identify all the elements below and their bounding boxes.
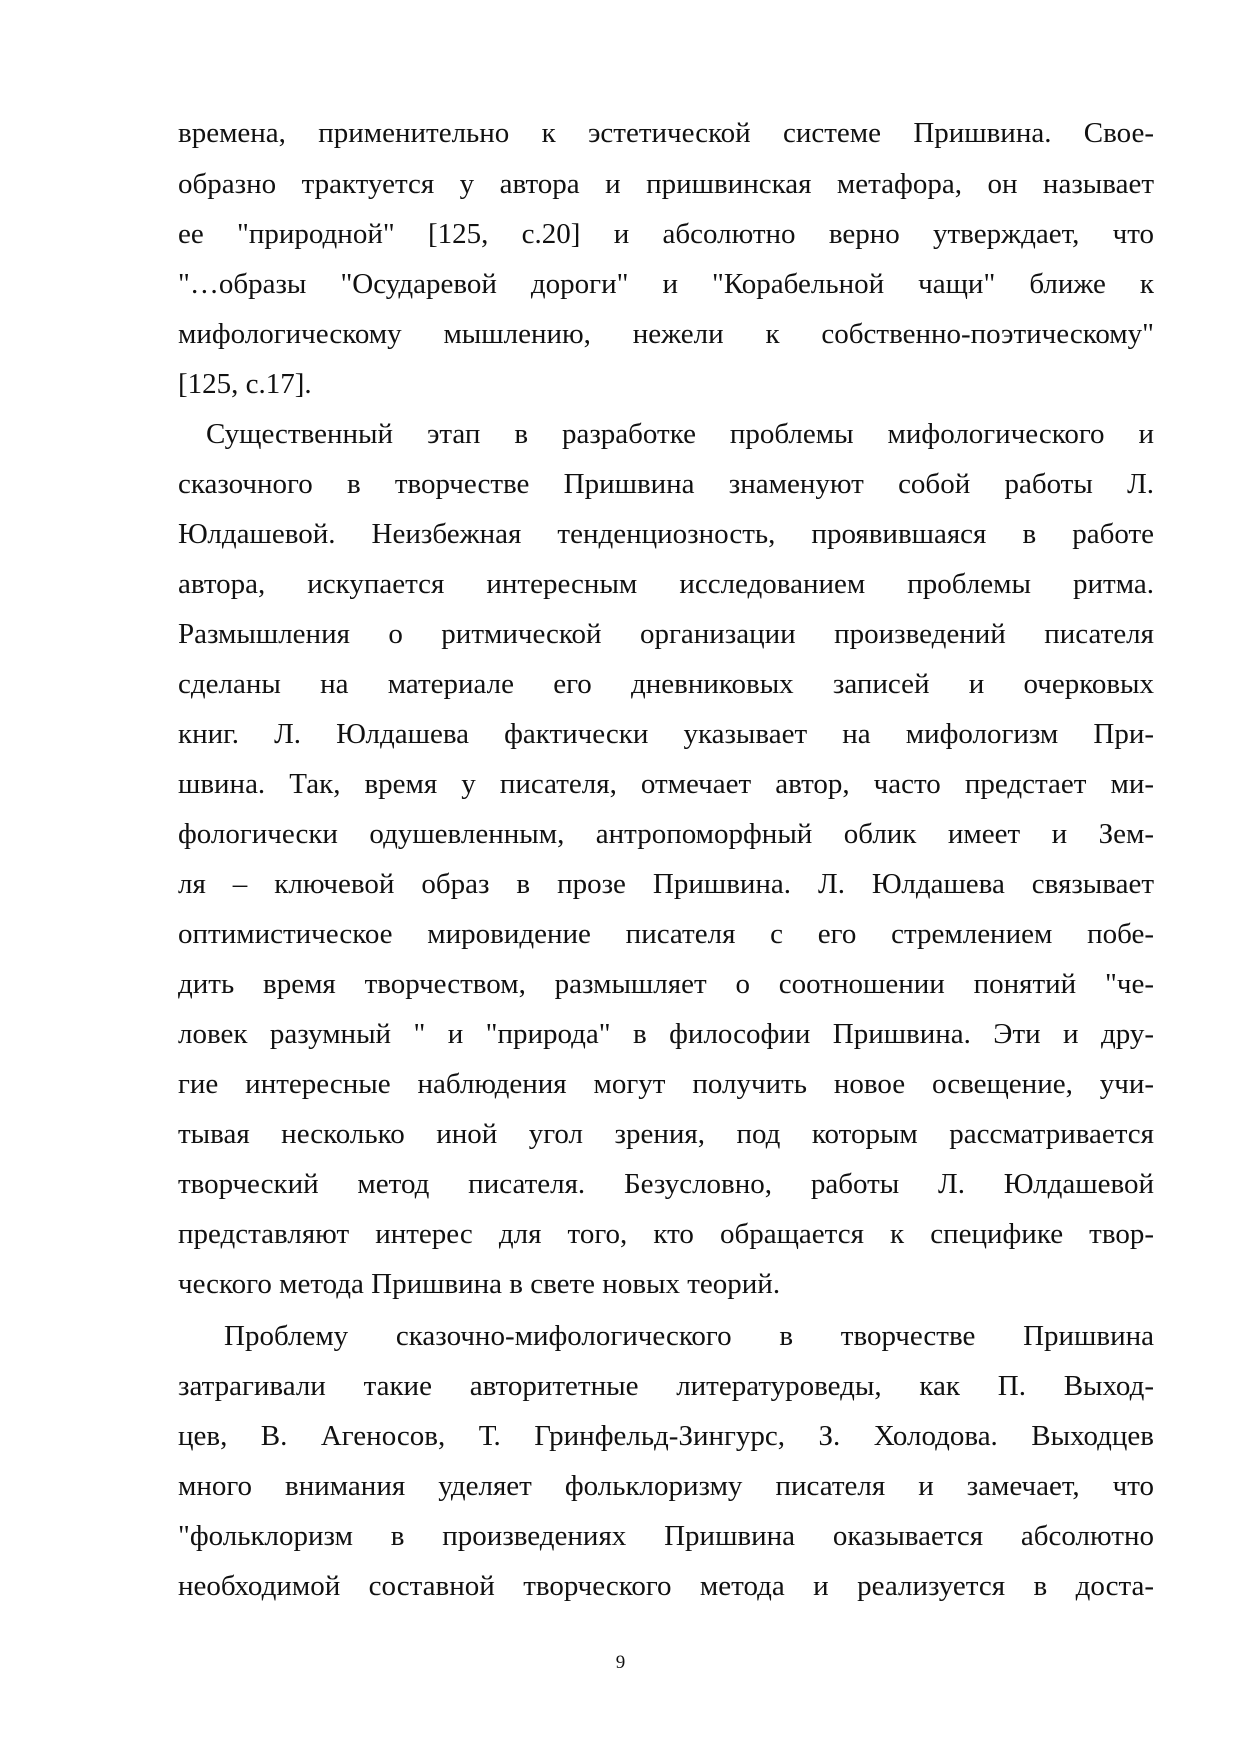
text-line: затрагивали такие авторитетные литературоведы, как П. Выход-	[178, 1370, 1154, 1402]
text-line: дить время творчеством, размышляет о соотношении понятий "че-	[178, 968, 1154, 1000]
text-line: гие интересные наблюдения могут получить новое освещение, учи-	[178, 1068, 1154, 1100]
text-line: сделаны на материале его дневниковых записей и очерковых	[178, 668, 1154, 700]
text-line: ля – ключевой образ в прозе Пришвина. Л. Юлдашева связывает	[178, 868, 1154, 900]
text-line: сказочного в творчестве Пришвина знаменуют собой работы Л.	[178, 468, 1154, 500]
text-line: швина. Так, время у писателя, отмечает автор, часто предстает ми-	[178, 768, 1154, 800]
text-line: необходимой составной творческого метода и реализуется в доста-	[178, 1570, 1154, 1602]
text-line: оптимистическое мировидение писателя с его стремлением побе-	[178, 918, 1154, 950]
text-line: Размышления о ритмической организации произведений писателя	[178, 618, 1154, 650]
text-line: ловек разумный " и "природа" в философии Пришвина. Эти и дру-	[178, 1018, 1154, 1050]
text-line: мифологическому мышлению, нежели к собственно-поэтическому"	[178, 318, 1154, 350]
text-line: "фольклоризм в произведениях Пришвина оказывается абсолютно	[178, 1520, 1154, 1552]
text-line: [125, с.17].	[178, 368, 312, 400]
text-line: "…образы "Осударевой дороги" и "Корабельной чащи" ближе к	[178, 268, 1154, 300]
text-line: тывая несколько иной угол зрения, под которым рассматривается	[178, 1118, 1154, 1150]
text-line: книг. Л. Юлдашева фактически указывает на мифологизм При-	[178, 718, 1154, 750]
text-line: фологически одушевленным, антропоморфный облик имеет и Зем-	[178, 818, 1154, 850]
paragraph-first-line: Проблему сказочно-мифологического в творчестве Пришвина	[224, 1320, 1154, 1352]
paragraph-first-line: Существенный этап в разработке проблемы мифологического и	[206, 418, 1154, 450]
text-line: Юлдашевой. Неизбежная тенденциозность, проявившаяся в работе	[178, 518, 1154, 550]
text-line: представляют интерес для того, кто обращается к специфике твор-	[178, 1218, 1154, 1250]
text-line: цев, В. Агеносов, Т. Гринфельд-Зингурс, З. Холодова. Выходцев	[178, 1420, 1154, 1452]
text-line: образно трактуется у автора и пришвинская метафора, он называет	[178, 168, 1154, 200]
text-line: творческий метод писателя. Безусловно, работы Л. Юлдашевой	[178, 1168, 1154, 1200]
text-line: ее "природной" [125, с.20] и абсолютно верно утверждает, что	[178, 218, 1154, 250]
text-line: ческого метода Пришвина в свете новых теорий.	[178, 1268, 781, 1300]
text-line: автора, искупается интересным исследованием проблемы ритма.	[178, 568, 1154, 600]
text-line: много внимания уделяет фольклоризму писателя и замечает, что	[178, 1470, 1154, 1502]
page-number: 9	[615, 1652, 626, 1673]
text-line: времена, применительно к эстетической системе Пришвина. Свое-	[178, 117, 1154, 149]
